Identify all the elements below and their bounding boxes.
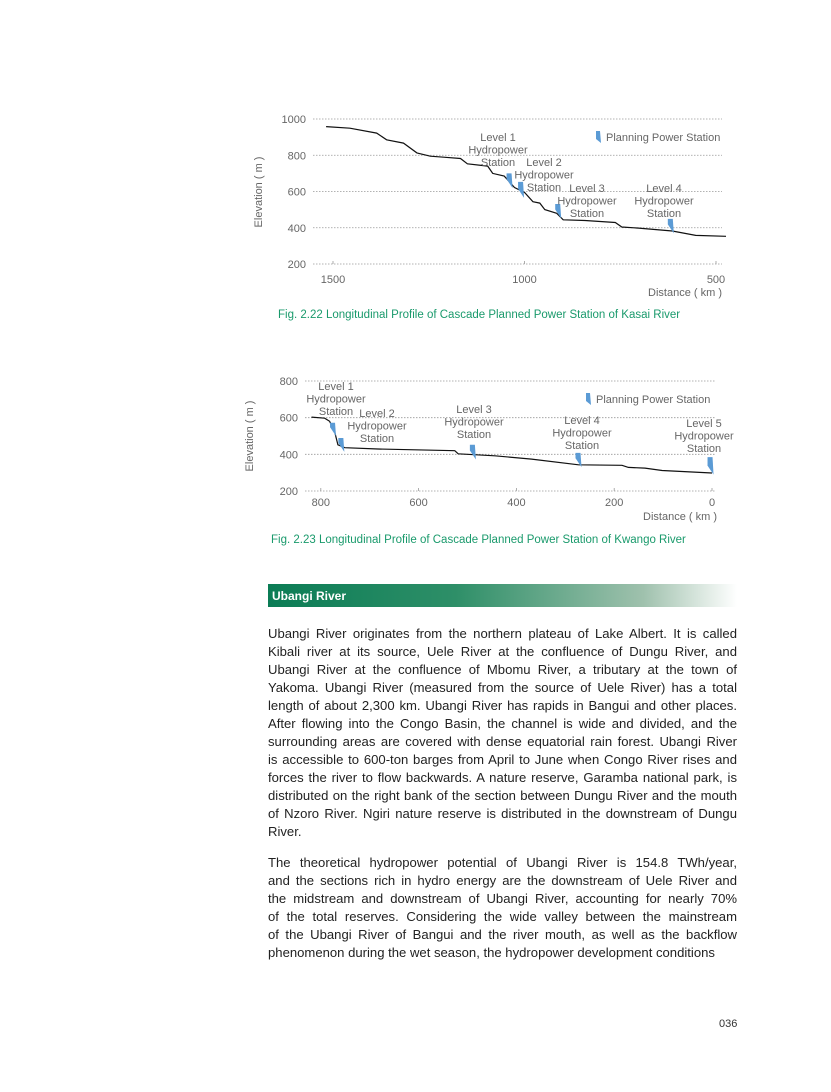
figure-caption-2-22: Fig. 2.22 Longitudinal Profile of Cascade Planned Power Station of Kasai River	[278, 309, 681, 321]
y-tick-label: 800	[287, 150, 306, 163]
legend-marker-icon	[586, 393, 591, 405]
station-label: Hydropower	[552, 427, 612, 440]
station-label: Level 3	[456, 404, 492, 416]
y-tick-label: 1000	[281, 114, 306, 126]
station-label: Station	[318, 406, 354, 418]
station-label: Hydropower	[468, 144, 528, 157]
station-label: Station	[359, 433, 395, 445]
paragraph-line: distributed on the right bank of the section between Dungu River and the mouth	[268, 788, 737, 803]
station-label: Level 1	[480, 132, 516, 144]
station-label: Station	[456, 429, 492, 441]
paragraph-line: is accessible to 600-ton barges from April to June when Congo River rises and	[268, 752, 737, 767]
x-tick-label: 400	[507, 497, 526, 509]
station-label: Level 4	[646, 183, 682, 195]
station-label: Hydropower	[347, 420, 407, 433]
station-label: Station	[569, 208, 605, 220]
x-tick-label: 800	[311, 497, 330, 509]
paragraph-line: The theoretical hydropower potential of Ubangi River is 154.8 TWh/year,	[268, 855, 737, 870]
y-tick-label: 600	[287, 186, 306, 199]
paragraph-line: Ubangi River originates from the northern plateau of Lake Albert. It is called	[268, 626, 737, 641]
x-tick-label: 200	[605, 497, 624, 509]
station-marker	[708, 457, 714, 475]
paragraph-line: length of about 2,300 km. Ubangi River has rapids in Bangui and other places.	[268, 698, 737, 713]
x-axis-label: Distance ( km )	[648, 287, 722, 299]
station-label: Station	[480, 157, 516, 169]
y-axis-label: Elevation ( m )	[253, 156, 265, 228]
station-label: Hydropower	[557, 195, 617, 208]
paragraph-line: of Nzoro River. Ngiri nature reserve is distributed in the downstream of Dungu	[268, 806, 737, 821]
paragraph-line: of the total reserves. Considering the wide valley between the mainstream	[268, 909, 737, 924]
station-label: Station	[686, 443, 722, 455]
legend-label: Planning Power Station	[606, 132, 721, 144]
paragraph-line: phenomenon during the wet season, the hydropower development conditions	[268, 945, 715, 960]
page-number: 036	[719, 1018, 738, 1030]
x-tick-label: 600	[409, 497, 428, 509]
station-label: Level 3	[569, 183, 605, 195]
figure-caption-2-23: Fig. 2.23 Longitudinal Profile of Cascade Planned Power Station of Kwango River	[271, 534, 686, 546]
station-label: Hydropower	[444, 416, 504, 429]
y-tick-label: 600	[279, 412, 298, 425]
station-label: Station	[564, 440, 600, 452]
station-label: Station	[646, 208, 682, 220]
paragraph-line: forces the river to flow backwards. A nature reserve, Garamba national park, is	[268, 770, 737, 785]
y-tick-label: 800	[279, 376, 298, 388]
paragraph-line: of the Ubangi River of Bangui and the river mouth, as well as the backflow	[268, 927, 737, 942]
y-tick-label: 200	[287, 259, 306, 271]
x-tick-label: 1000	[512, 274, 537, 286]
y-axis-label: Elevation ( m )	[244, 400, 256, 472]
station-label: Hydropower	[514, 169, 574, 182]
section-title: Ubangi River	[272, 589, 347, 603]
paragraph-line: and the sections rich in hydro energy are the downstream of Uele River and	[268, 873, 737, 888]
station-label: Level 5	[686, 418, 722, 430]
x-tick-label: 1500	[320, 274, 346, 286]
station-label: Station	[526, 182, 562, 194]
paragraph-line: Yakoma. Ubangi River (measured from the source of Uele River) has a total	[268, 680, 737, 695]
paragraph-2	[268, 854, 737, 962]
station-marker	[330, 423, 336, 436]
paragraph-line: the midstream and downstream of Ubangi River, accounting for nearly 70%	[268, 891, 737, 906]
station-label: Level 2	[526, 157, 562, 169]
legend-label: Planning Power Station	[596, 394, 711, 406]
x-tick-label: 500	[706, 274, 726, 286]
station-label: Hydropower	[306, 393, 366, 406]
paragraph-line: Kibali river at its source, Uele River at the confluence of Dungu River, and	[268, 644, 737, 659]
station-label: Hydropower	[674, 430, 734, 443]
y-tick-label: 400	[287, 222, 306, 235]
y-tick-label: 200	[279, 486, 298, 498]
y-tick-label: 400	[279, 449, 298, 462]
paragraph-1	[268, 625, 737, 841]
section-header	[268, 584, 737, 607]
paragraph-line: surrounding areas are covered with dense equatorial rain forest. Ubangi River	[268, 734, 737, 749]
x-axis-label: Distance ( km )	[643, 511, 717, 523]
station-marker	[470, 445, 476, 460]
x-tick-label: 0	[708, 497, 716, 509]
paragraph-line: After flowing into the Congo Basin, the channel is wide and divided, and the	[268, 716, 737, 731]
station-label: Level 1	[318, 381, 354, 393]
paragraph-line: Ubangi River at the confluence of Mbomu River, a tributary at the town of	[268, 662, 737, 677]
station-label: Level 2	[359, 408, 395, 420]
station-label: Level 4	[564, 415, 600, 427]
paragraph-line: River.	[268, 824, 302, 839]
station-label: Hydropower	[634, 195, 694, 208]
